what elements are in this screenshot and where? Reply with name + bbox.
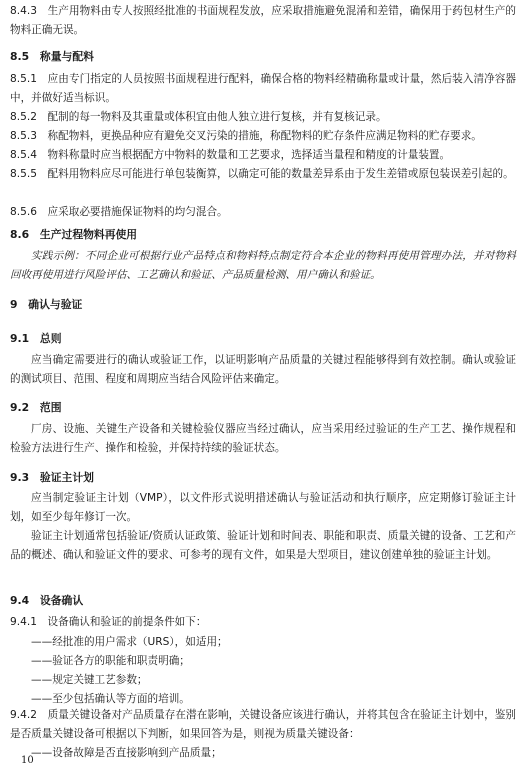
paragraph-9-4-2: 9.4.2 质量关键设备对产品质量存在潜在影响，关键设备应该进行确认，并将其包含在验证主计划中，鉴别是否质量关键设备可根据以下判断，如果回答为是，则视为质量关键设备：	[10, 709, 516, 741]
heading-8-5: 8.5 称量与配料	[10, 50, 94, 63]
paragraph-9-2: 厂房、设施、关键生产设备和关键检验仪器应当经过确认，应当采用经过验证的生产工艺、操作规程和检验方法进行生产、操作和检验，并保持持续的验证状态。	[10, 423, 516, 455]
paragraph-8-5-2: 8.5.2 配制的每一物料及其重量或体积宜由他人独立进行复核，并有复核记录。	[10, 111, 387, 123]
paragraph-8-5-4: 8.5.4 物料称量时应当根据配方中物料的数量和工艺要求，选择适当量程和精度的计量装置。	[10, 149, 451, 161]
list-item: ——至少包括确认等方面的培训。	[31, 693, 190, 705]
heading-8-6: 8.6 生产过程物料再使用	[10, 228, 138, 241]
paragraph-9-3-b: 验证主计划通常包括验证/资质认证政策、验证计划和时间表、职能和职责、质量关键的设备、工艺和产品的概述、确认和验证文件的要求、可参考的现有文件，如果是大型项目，建议创建单独的验证主计划。	[10, 530, 516, 562]
heading-9-3: 9.3 验证主计划	[10, 471, 94, 484]
paragraph-8-4-3: 8.4.3 生产用物料由专人按照经批准的书面规程发放，应采取措施避免混淆和差错，确保用于药包材生产的物料正确无误。	[10, 5, 516, 37]
heading-9-2: 9.2 范围	[10, 401, 62, 414]
heading-9-4: 9.4 设备确认	[10, 594, 84, 607]
paragraph-8-6-example: 实践示例：不同企业可根据行业产品特点和物料特点制定符合本企业的物料再使用管理办法，并对物料回收再使用进行风险评估、工艺确认和验证、产品质量检测、用户确认和验证。	[10, 250, 516, 282]
list-item: ——验证各方的职能和职责明确；	[31, 655, 190, 667]
list-item: ——设备故障是否直接影响到产品质量；	[31, 747, 222, 759]
paragraph-8-5-3: 8.5.3 称配物料，更换品种应有避免交叉污染的措施，称配物料的贮存条件应满足物料的贮存要求。	[10, 130, 482, 142]
heading-9: 9 确认与验证	[10, 298, 83, 311]
paragraph-9-4-1: 9.4.1 设备确认和验证的前提条件如下：	[10, 616, 207, 628]
list-item: ——经批准的用户需求（URS），如适用；	[31, 636, 228, 648]
page-number: 10	[21, 755, 34, 766]
heading-9-1: 9.1 总则	[10, 332, 62, 345]
list-item: ——规定关键工艺参数；	[31, 674, 148, 686]
paragraph-8-5-5: 8.5.5 配料用物料应尽可能进行单包装衡算，以确定可能的数量差异系由于发生差错或原包装误差引起的。	[10, 168, 514, 180]
paragraph-8-5-1: 8.5.1 应由专门指定的人员按照书面规程进行配料，确保合格的物料经精确称量或计量，然后装入清净容器中，并做好适当标识。	[10, 73, 516, 105]
paragraph-8-5-6: 8.5.6 应采取必要措施保证物料的均匀混合。	[10, 206, 228, 218]
paragraph-9-1: 应当确定需要进行的确认或验证工作，以证明影响产品质量的关键过程能够得到有效控制。确认或验证的测试项目、范围、程度和周期应当结合风险评估来确定。	[10, 354, 516, 386]
paragraph-9-3-a: 应当制定验证主计划（VMP），以文件形式说明措述确认与验证活动和执行顺序，应定期修订验证主计划，如至少每年修订一次。	[10, 492, 516, 524]
